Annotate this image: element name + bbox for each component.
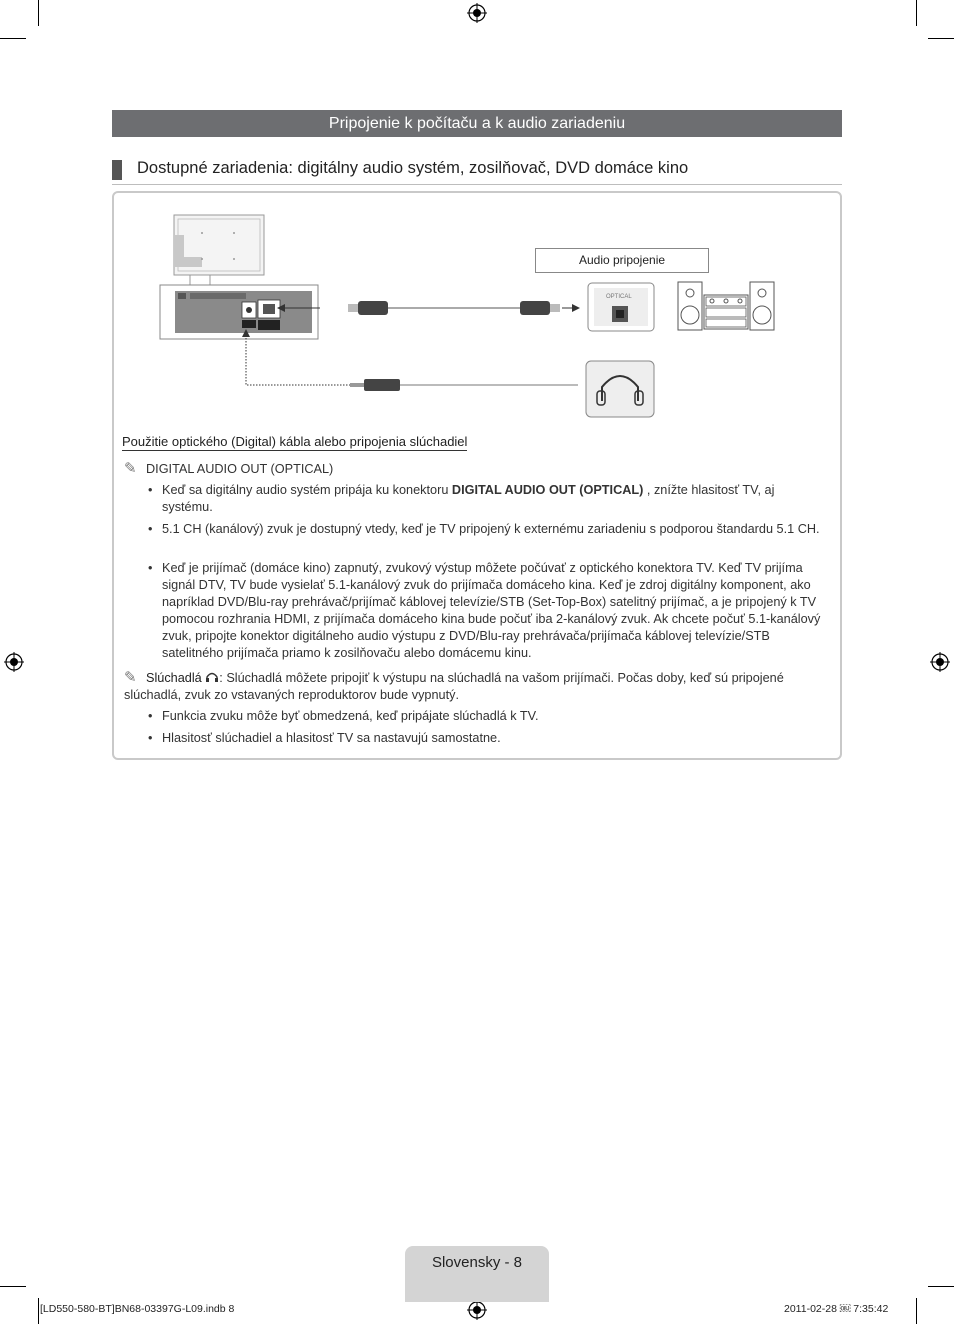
optical-cable-icon [348,301,560,315]
crop-mark [928,1286,954,1287]
note-headphones: ✎ Slúchadlá : Slúchadlá môžete pripojiť k výstupu na slúchadlá na vašom prijímači. Počas doby, keď sú pripojené slúchadlá, zvuk zo vstavaných reproduktorov bude vypnutý. [124,669,784,702]
list-item: • Keď sa digitálny audio systém pripája ku konektoru DIGITAL AUDIO OUT (OPTICAL) , znížte hlasitosť TV, aj systému. [148,483,775,514]
registration-mark-icon [467,3,487,23]
audio-connection-label: Audio pripojenie [535,248,709,273]
pencil-note-icon: ✎ [124,460,137,477]
bullet-icon: • [148,731,153,745]
list-item: • 5.1 CH (kanálový) zvuk je dostupný vtedy, keď je TV pripojený k externému zariadeniu s podporou štandardu 5.1 CH. [148,522,820,536]
note-digital-audio-out [124,460,333,478]
section-title: Pripojenie k počítaču a k audio zariadeniu [112,110,842,137]
bullet-icon: • [148,561,153,575]
list-item: • Funkcia zvuku môže byť obmedzená, keď pripájate slúchadlá k TV. [148,709,539,723]
crop-mark [928,38,954,39]
optical-port-label: OPTICAL [606,294,632,300]
note-title: Slúchadlá [146,671,202,685]
crop-mark [916,0,917,26]
print-slug-left: [LD550-580-BT]BN68-03397G-L09.indb 8 [40,1303,235,1315]
list-item: • Keď je prijímač (domáce kino) zapnutý, zvukový výstup môžete počúvať z optického konektora TV. Keď TV prijíma signál DTV, TV bude vysielať 5.1-kanálový zvuk do prijímača domáceho kina. Keď je zdroj digitálny komponent, ako napríklad DVD/Blu-ray prehrávač/prijímač káblovej televízie/STB (Set-Top-Box) satelitný prijímač, a je pripojený k TV pomocou rozhrania HDMI, z prijímača domáceho kina bude počuť iba 2-kanálový zvuk. Ak chcete počuť 5.1-kanálový zvuk, pripojte konektor digitálneho audio výstupu z DVD/Blu-ray prehrávača/prijímača káblovej televízie/STB satelitného prijímača priamo k zosilňovaču alebo domácemu kinu. [148,561,821,660]
crop-mark [38,1298,39,1324]
heading-marker [112,160,122,180]
headphones-icon [586,361,654,417]
registration-mark-icon [4,652,24,672]
connection-diagram [150,205,790,425]
registration-mark-icon [467,1300,487,1320]
bullet-icon: • [148,709,153,723]
tv-back-icon [174,215,264,285]
print-slug-right: 2011-02-28 ￼ 7:35:42 [784,1303,889,1315]
home-theater-icon [678,282,774,330]
page-number: Slovensky - 8 [431,1254,523,1271]
page-number-tab [405,1246,549,1302]
pencil-note-icon: ✎ [124,669,137,686]
crop-mark [38,0,39,26]
diagram-caption: Použitie optického (Digital) kábla alebo pripojenia slúchadiel [122,434,468,449]
registration-mark-icon [930,652,950,672]
crop-mark [0,1286,26,1287]
note-title: DIGITAL AUDIO OUT (OPTICAL) [146,462,334,476]
crop-mark [0,38,26,39]
headphones-small-icon [205,671,219,683]
crop-mark [916,1298,917,1324]
subheading [112,158,842,185]
headphone-cable-icon [350,379,578,391]
optical-input-icon [588,283,654,331]
tv-port-panel [160,285,318,339]
subheading-text: Dostupné zariadenia: digitálny audio systém, zosilňovač, DVD domáce kino [137,159,689,177]
bullet-icon: • [148,522,153,536]
bullet-icon: • [148,483,153,497]
list-item: • Hlasitosť slúchadiel a hlasitosť TV sa nastavujú samostatne. [148,731,501,745]
